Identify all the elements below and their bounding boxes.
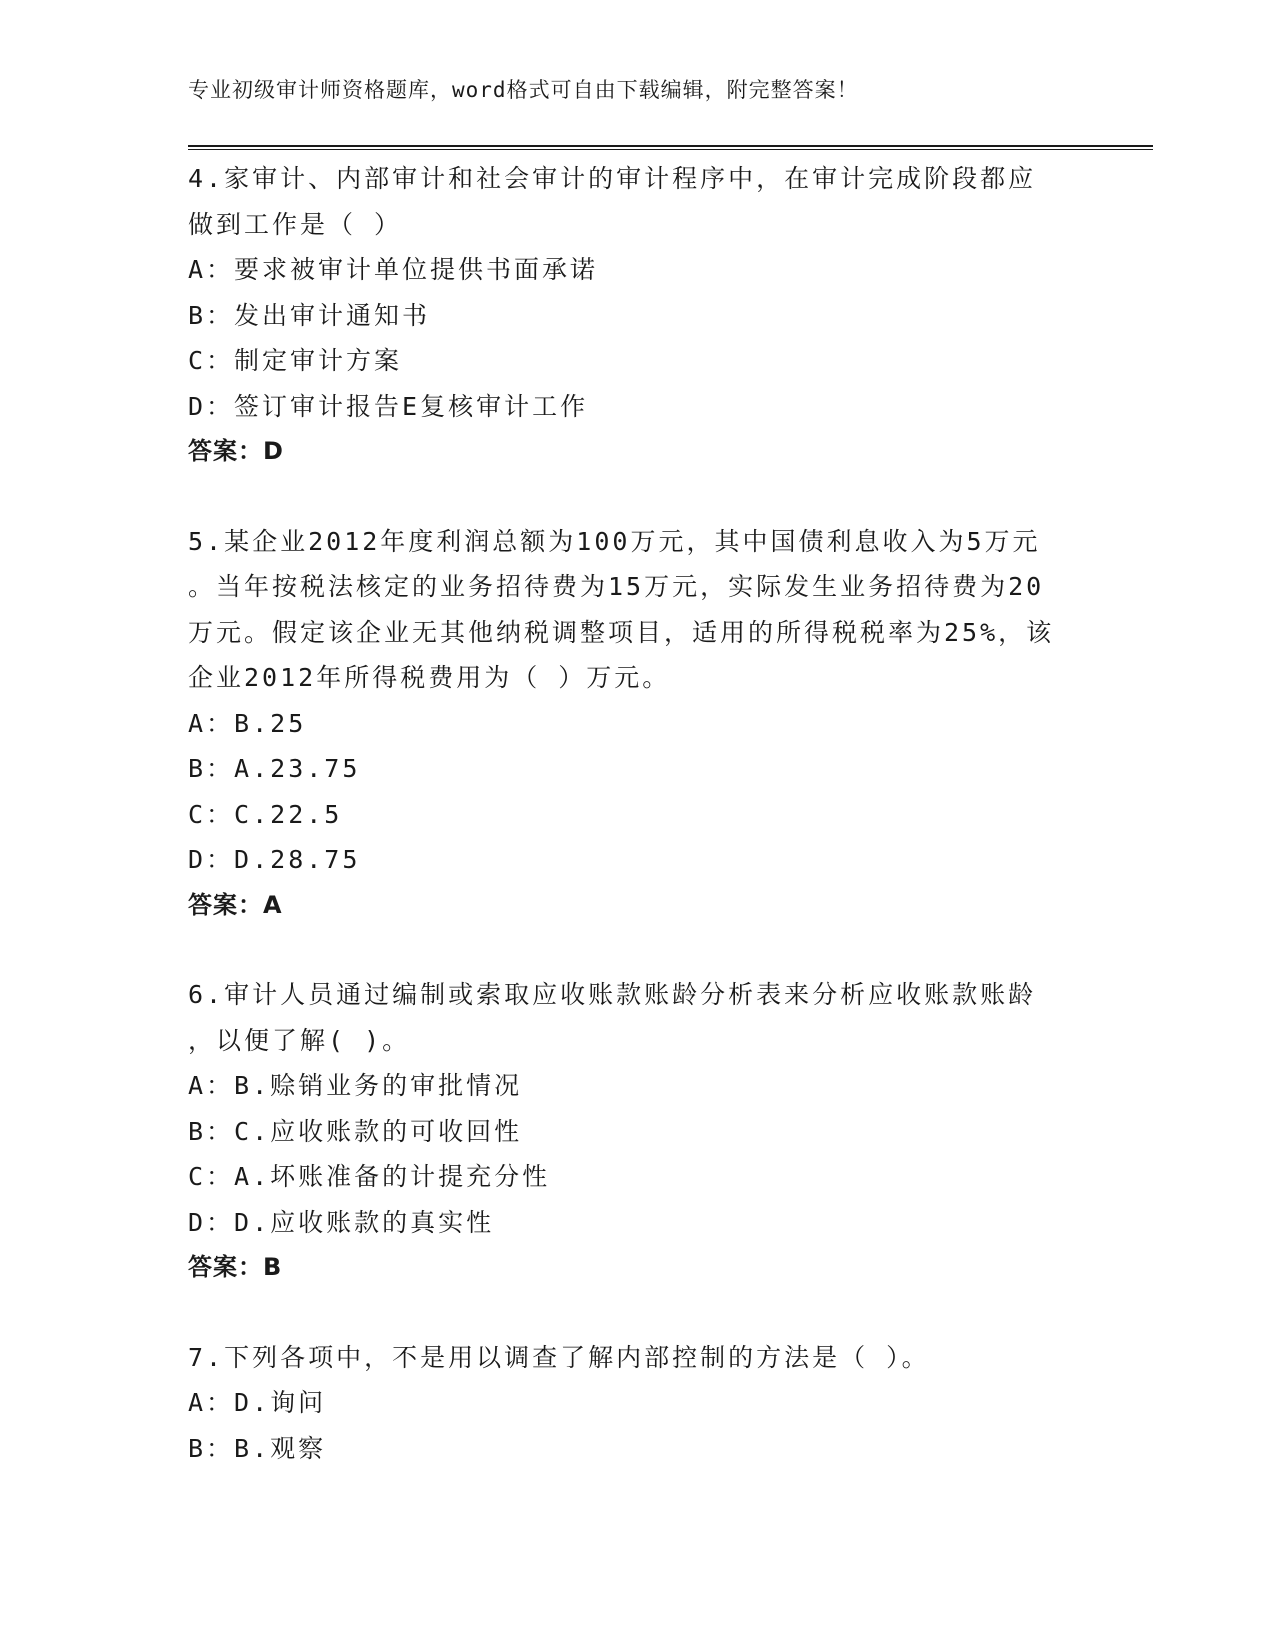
question-stem-line: 5.某企业2012年度利润总额为100万元，其中国债利息收入为5万元	[188, 526, 1041, 556]
question-4	[188, 156, 1108, 475]
option-a: A：要求被审计单位提供书面承诺	[188, 255, 599, 284]
answer-label: 答案：B	[188, 1253, 283, 1281]
question-stem-line: 4.家审计、内部审计和社会审计的审计程序中，在审计完成阶段都应	[188, 164, 1037, 193]
option-b: B：B.观察	[188, 1433, 327, 1463]
header-divider	[188, 145, 1153, 150]
question-5	[188, 519, 1108, 929]
question-stem-line: 做到工作是（ ）	[188, 209, 403, 239]
option-a: A：D.询问	[188, 1388, 327, 1417]
option-d: D：D.28.75	[188, 845, 361, 874]
option-a: A：B.赊销业务的审批情况	[188, 1071, 523, 1100]
option-d: D：D.应收账款的真实性	[188, 1207, 495, 1237]
question-stem-line: 7.下列各项中，不是用以调查了解内部控制的方法是（ ）。	[188, 1342, 930, 1372]
option-b: B：发出审计通知书	[188, 300, 431, 330]
answer-label: 答案：D	[188, 437, 284, 465]
question-stem-line: 万元。假定该企业无其他纳税调整项目，适用的所得税税率为25%，该	[188, 617, 1055, 647]
option-a: A：B.25	[188, 708, 307, 738]
question-stem-line: 企业2012年所得税费用为（ ）万元。	[188, 663, 671, 692]
option-c: C：A.坏账准备的计提充分性	[188, 1162, 551, 1191]
question-list	[188, 156, 1108, 1471]
option-b: B：A.23.75	[188, 754, 361, 783]
option-b: B：C.应收账款的可收回性	[188, 1116, 523, 1146]
spacer	[188, 928, 1108, 972]
answer-label: 答案：A	[188, 890, 283, 919]
option-c: C：C.22.5	[188, 799, 343, 829]
spacer	[188, 1291, 1108, 1335]
question-stem-line: 6.审计人员通过编制或索取应收账款账龄分析表来分析应收账款账龄	[188, 980, 1037, 1009]
option-d: D：签订审计报告E复核审计工作	[188, 391, 589, 421]
page-header: 专业初级审计师资格题库，word格式可自由下载编辑，附完整答案！	[188, 78, 859, 102]
question-6	[188, 972, 1108, 1291]
question-stem-line: 。当年按税法核定的业务招待费为15万元，实际发生业务招待费为20	[188, 572, 1045, 601]
question-stem-line: ，以便了解( )。	[188, 1025, 411, 1055]
question-7	[188, 1335, 1108, 1472]
spacer	[188, 475, 1108, 519]
option-c: C：制定审计方案	[188, 346, 403, 375]
